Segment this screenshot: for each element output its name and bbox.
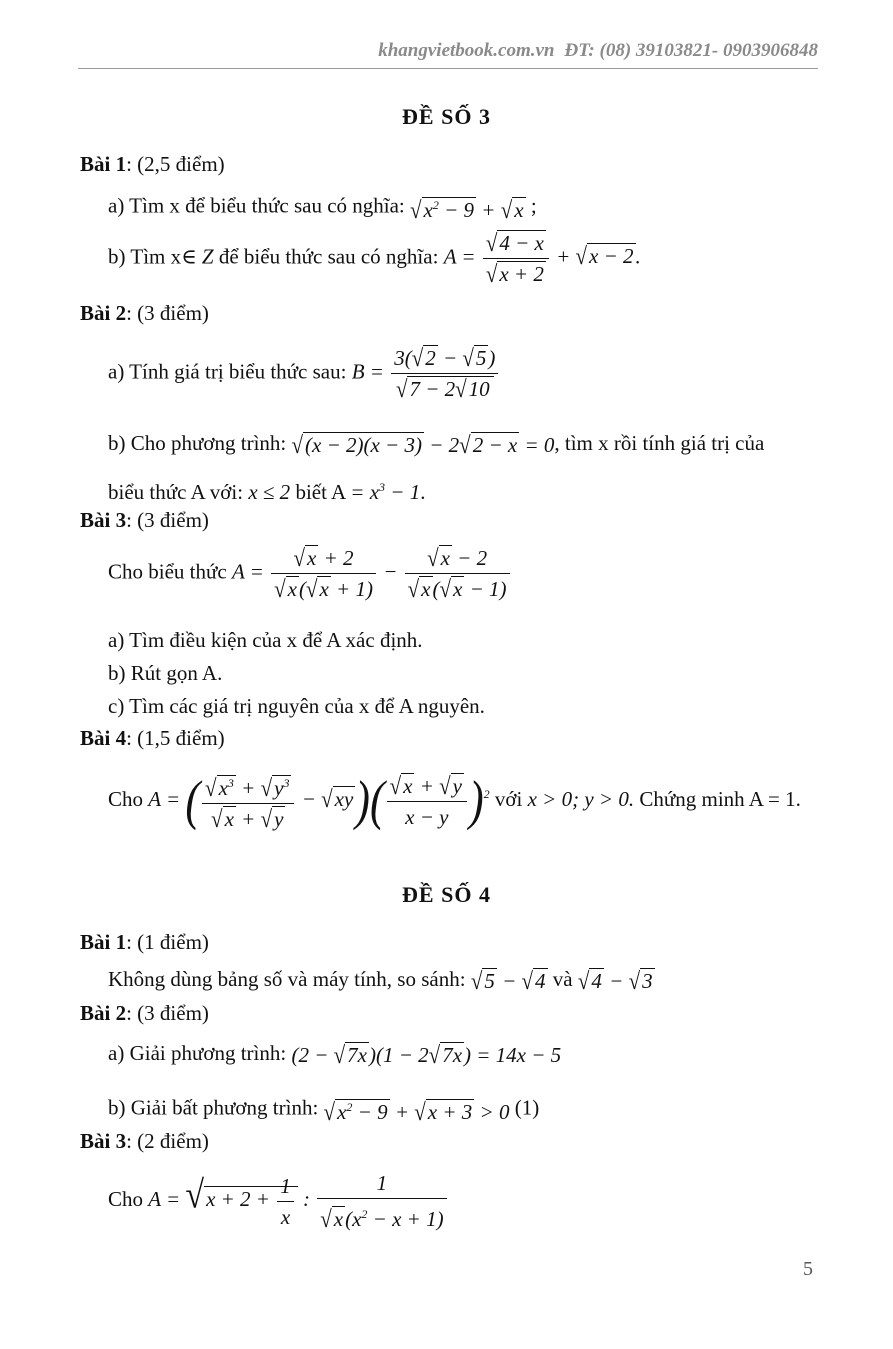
de3-bai1-label: Bài 1	[80, 152, 127, 176]
de3-bai1-a-text: a) Tìm x để biểu thức sau có nghĩa:	[108, 193, 405, 218]
de4-bai3-points: : (2 điểm)	[126, 1129, 209, 1153]
de4-bai2-a	[108, 1040, 561, 1068]
de3-bai2-b-line2: biểu thức A với: x ≤ 2 biết $A = x^3 - 1$.	[108, 480, 426, 504]
formula: B = $\frac{3(√2 - √5)}{√7 - 2√10}$	[352, 345, 501, 402]
de3-bai3-c: c) Tìm các giá trị nguyên của x để A nguyên.	[108, 694, 485, 718]
de4-bai1-points: : (1 điểm)	[126, 930, 209, 954]
de3-bai1-a: a) Tìm x để biểu thức sau có nghĩa: $√x^2 - 9 + √x$ ;	[108, 193, 537, 224]
de4-bai2-label: Bài 2	[80, 1001, 127, 1025]
de3-bai3-intro-text: Cho biểu thức	[108, 559, 227, 584]
de3-bai3-heading	[80, 507, 209, 533]
formula: A = $\frac{√4 - x}{√x + 2}$ + √x − 2.	[443, 229, 641, 288]
de4-bai1-heading	[80, 929, 209, 955]
de4-bai2-a-text: a) Giải phương trình:	[108, 1041, 287, 1065]
de3-bai4-intro-text: Cho	[108, 786, 144, 811]
de3-bai4-heading	[80, 725, 225, 751]
formula: √5 − √4	[470, 967, 546, 995]
de3-bai2-label: Bài 2	[80, 301, 127, 325]
formula: (2 − √7x)(1 − 2√7x) = 14x − 5	[291, 1041, 562, 1069]
header-phone: ĐT: (08) 39103821- 0903906848	[564, 40, 818, 61]
de3-bai4-label: Bài 4	[80, 726, 127, 750]
de3-bai2-a	[108, 345, 500, 402]
de3-bai3-b: b) Rút gọn A.	[108, 661, 223, 685]
formula: √4 − √3	[577, 967, 653, 995]
de4-bai1-va: và	[552, 967, 573, 991]
de3-bai2-points: : (3 điểm)	[126, 301, 209, 325]
de3-bai3-label: Bài 3	[80, 508, 127, 532]
de3-bai2-a-text: a) Tính giá trị biểu thức sau:	[108, 359, 347, 384]
de3-bai1-b-text2: để biểu thức sau có nghĩa:	[218, 244, 439, 269]
de4-bai1-label: Bài 1	[80, 930, 127, 954]
header-site: khangvietbook.com.vn	[378, 40, 555, 61]
de4-bai2-b	[108, 1094, 539, 1125]
formula: A = $\frac{√x + 2}{√x(√x + 1)}$ − $\frac{√x - 2}{√x(√x - 1)}$	[232, 545, 512, 602]
de3-bai1-b: b) Tìm x∈ Z để biểu thức sau có nghĩa: A = $\frac{√4 - x}{√x + 2}$ + √x − 2.	[108, 229, 641, 288]
page-header	[78, 40, 818, 69]
de4-bai2-b-tail: (1)	[514, 1095, 540, 1120]
de3-bai3-points: : (3 điểm)	[126, 508, 209, 532]
formula: $√x^2 - 9 + √x + 3 > 0$	[323, 1098, 510, 1126]
de4-bai1-text	[108, 966, 655, 994]
de3-bai4-intro: Cho A = ( $\frac{√x^3 + √y^3}{√x + √y}$ − √xy)( $\frac{√x + √y}{x - y}$ )$^2$ với x > 0; y > 0. Chứng minh A = 1.	[108, 769, 801, 833]
de3-bai3-a: a) Tìm điều kiện của x để A xác định.	[108, 628, 423, 652]
de3-bai2-b-line2-b: biết A	[295, 480, 346, 504]
de3-bai2-b-text: b) Cho phương trình:	[108, 431, 287, 455]
de4-bai3-label: Bài 3	[80, 1129, 127, 1153]
de4-bai1-text-content: Không dùng bảng số và máy tính, so sánh:	[108, 967, 466, 991]
de3-bai3-intro	[108, 545, 512, 602]
de3-bai2-heading	[80, 300, 209, 326]
de3-bai4-points: : (1,5 điểm)	[126, 726, 225, 750]
de3-bai4-tail: Chứng minh A = 1.	[639, 786, 801, 811]
formula: A = ( $\frac{√x^3 + √y^3}{√x + √y}$ − √xy)( $\frac{√x + √y}{x - y}$ )$^2$	[148, 769, 490, 833]
page-number: 5	[803, 1258, 813, 1280]
formula: A = √x + 2 + $\frac{1}{x}$ : $\frac{1}{√x(x^2 - x + 1)}$	[148, 1170, 448, 1232]
de4-bai2-b-text: b) Giải bất phương trình:	[108, 1095, 319, 1120]
de4-bai3-intro	[108, 1170, 449, 1232]
de3-bai2-b-line2-a: biểu thức A với:	[108, 480, 244, 504]
de3-bai2-b-tail: , tìm x rồi tính giá trị của	[554, 431, 765, 455]
de4-bai3-heading	[80, 1128, 209, 1154]
de4-bai2-points: : (3 điểm)	[126, 1001, 209, 1025]
section-title-de4: ĐỀ SỐ 4	[402, 882, 491, 907]
de4-bai2-heading	[80, 1000, 209, 1026]
de3-bai2-b-line2-c: .	[420, 480, 426, 504]
de3-bai1-heading	[80, 151, 225, 177]
de3-bai1-b-text: b) Tìm x	[108, 244, 182, 269]
de4-bai3-intro-text: Cho	[108, 1186, 144, 1211]
formula: $√x^2 - 9 + √x$	[410, 196, 524, 224]
de3-bai1-points: : (2,5 điểm)	[126, 152, 225, 176]
de3-bai2-b	[108, 430, 764, 458]
section-title-de3: ĐỀ SỐ 3	[402, 104, 491, 129]
formula: √(x − 2)(x − 3) − 2√2 − x = 0	[291, 431, 555, 459]
de3-bai4-voi: với	[494, 786, 523, 811]
